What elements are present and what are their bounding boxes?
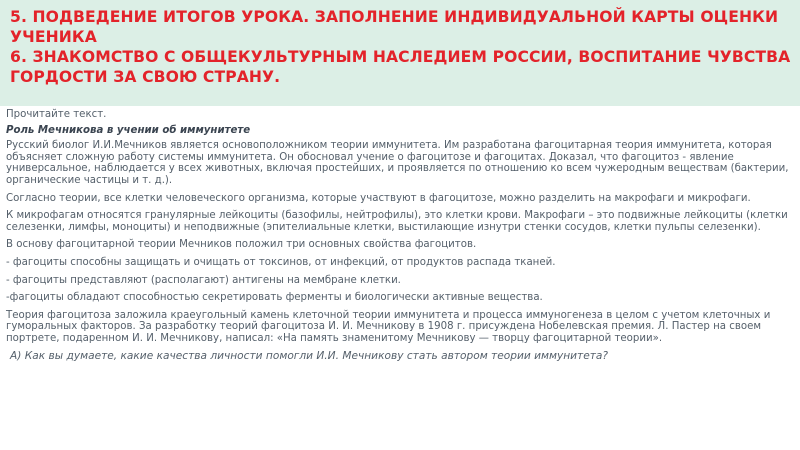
title-line-4: ГОРДОСТИ ЗА СВОЮ СТРАНУ. bbox=[10, 68, 281, 86]
slide-title bbox=[10, 7, 790, 87]
paragraph: В основу фагоцитарной теории Мечников положил три основных свойства фагоцитов. bbox=[6, 239, 477, 251]
content-body bbox=[6, 109, 794, 368]
paragraph: К микрофагам относятся гранулярные лейкоциты (базофилы, нейтрофилы), это клетки крови. Макрофаги – это подвижные лейкоциты (клетки селезенки, лимфы, моноциты) и неподвижные (эпителиальные клетки, выстилающие изнутри стенки сосудов, клетки пульпы селезенки). bbox=[6, 210, 788, 233]
title-line-3: 6. ЗНАКОМСТВО С ОБЩЕКУЛЬТУРНЫМ НАСЛЕДИЕМ РОССИИ, ВОСПИТАНИЕ ЧУВСТВА bbox=[10, 48, 791, 66]
paragraph: Русский биолог И.И.Мечников является основоположником теории иммунитета. Им разработана фагоцитарная теория иммунитета, которая объясняет сложную работу системы иммунитета. Он обосновал учение о фагоцитозе и фагоцитах. Доказал, что фагоцитоз - явление универсальное, наблюдается у всех животных, включая простейших, и проявляется по отношению ко всем чужеродным веществам (бактерии, органические частицы и т. д.). bbox=[6, 140, 789, 186]
list-item: - фагоциты способны защищать и очищать от токсинов, от инфекций, от продуктов распада тканей. bbox=[6, 256, 556, 268]
list-item: - фагоциты представляют (располагают) антигены на мембране клетки. bbox=[6, 274, 401, 286]
paragraph: Согласно теории, все клетки человеческого организма, которые участвуют в фагоцитозе, можно разделить на макрофаги и микрофаги. bbox=[6, 192, 751, 204]
title-line-1: 5. ПОДВЕДЕНИЕ ИТОГОВ УРОКА. ЗАПОЛНЕНИЕ ИНДИВИДУАЛЬНОЙ КАРТЫ ОЦЕНКИ bbox=[10, 8, 779, 26]
header-banner bbox=[0, 0, 800, 106]
instruction-text: Прочитайте текст. bbox=[6, 109, 107, 120]
question-text: А) Как вы думаете, какие качества личности помогли И.И. Мечникову стать автором теории иммунитета? bbox=[10, 349, 609, 362]
paragraph: Теория фагоцитоза заложила краеугольный камень клеточной теории иммунитета и процесса иммуногенеза в целом с учетом клеточных и гуморальных факторов. За разработку теорий фагоцитоза И. И. Мечникову в 1908 г. присуждена Нобелевская премия. Л. Пастер на своем портрете, подаренном И. И. Мечникову, написал: «На память знаменитому Мечникову — творцу фагоцитарной теории». bbox=[6, 309, 771, 344]
title-line-2: УЧЕНИКА bbox=[10, 28, 97, 46]
text-subtitle: Роль Мечникова в учении об иммунитете bbox=[6, 124, 251, 136]
list-item: -фагоциты обладают способностью секретировать ферменты и биологически активные вещества. bbox=[6, 292, 543, 304]
